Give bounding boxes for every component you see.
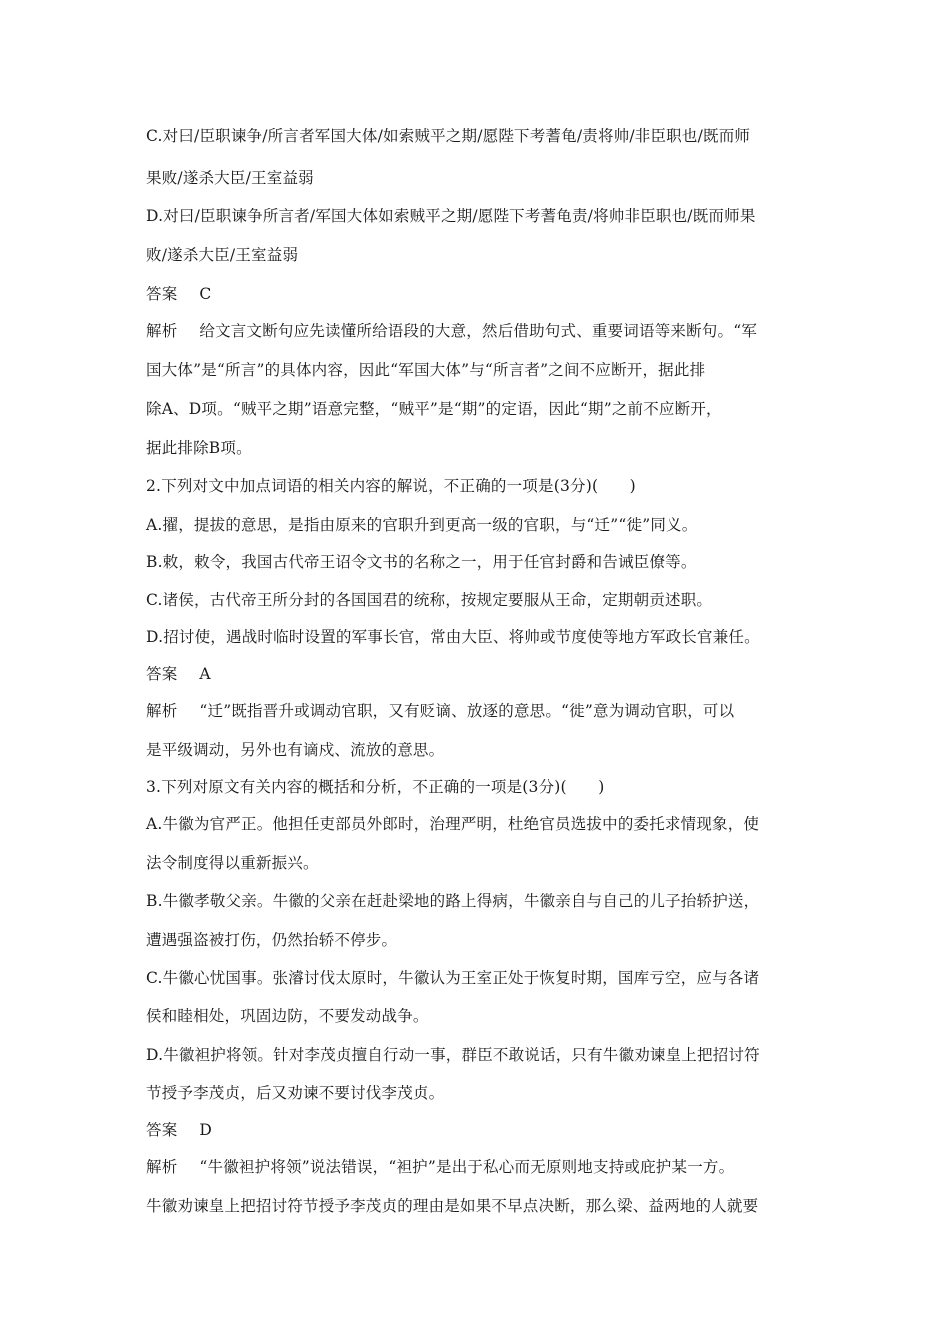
q2-option-b: B.敕，敕令，我国古代帝王诏令文书的名称之一，用于任官封爵和告诫臣僚等。 bbox=[146, 553, 697, 571]
analysis-text: “迁”既指晋升或调动官职，又有贬谪、放逐的意思。“徙”意为调动官职，可以 bbox=[199, 702, 735, 720]
answer-label: 答案 bbox=[146, 285, 178, 303]
q3-option-c-line-1: C.牛徽心忧国事。张濬讨伐太原时，牛徽认为王室正处于恢复时期，国库亏空，应与各诸 bbox=[146, 969, 760, 987]
question-2: 2.下列对文中加点词语的相关内容的解说，不正确的一项是(3分)( ) bbox=[146, 477, 636, 495]
analysis-2-line-1 bbox=[146, 701, 734, 721]
analysis-3-line-2: 牛徽劝谏皇上把招讨符节授予李茂贞的理由是如果不早点决断，那么梁、益两地的人就要 bbox=[146, 1197, 759, 1215]
answer-label: 答案 bbox=[146, 665, 178, 683]
option-c-line-2: 果败/遂杀大臣/王室益弱 bbox=[146, 169, 314, 187]
q3-option-a-line-2: 法令制度得以重新振兴。 bbox=[146, 854, 319, 872]
answer-label: 答案 bbox=[146, 1121, 178, 1139]
q3-option-a-line-1: A.牛徽为官严正。他担任吏部员外郎时，治理严明，杜绝官员选拔中的委托求情现象，使 bbox=[146, 815, 760, 833]
analysis-1-line-3: 除A、D项。“贼平之期”语意完整，“贼平”是“期”的定语，因此“期”之前不应断开， bbox=[146, 400, 722, 418]
q2-option-d: D.招讨使，遇战时临时设置的军事长官，常由大臣、将帅或节度使等地方军政长官兼任。 bbox=[146, 628, 760, 646]
answer-value: D bbox=[199, 1121, 213, 1139]
q3-option-d-line-1: D.牛徽袒护将领。针对李茂贞擅自行动一事，群臣不敢说话，只有牛徽劝谏皇上把招讨符 bbox=[146, 1046, 760, 1064]
answer-1 bbox=[146, 284, 211, 304]
analysis-3-line-1 bbox=[146, 1157, 734, 1177]
q3-option-c-line-2: 侯和睦相处，巩固边防，不要发动战争。 bbox=[146, 1007, 429, 1025]
question-3: 3.下列对原文有关内容的概括和分析，不正确的一项是(3分)( ) bbox=[146, 778, 605, 796]
analysis-1-line-2: 国大体”是“所言”的具体内容，因此“军国大体”与“所言者”之间不应断开，据此排 bbox=[146, 361, 706, 379]
q3-option-d-line-2: 节授予李茂贞，后又劝谏不要讨伐李茂贞。 bbox=[146, 1084, 445, 1102]
option-d-line-2: 败/遂杀大臣/王室益弱 bbox=[146, 246, 299, 264]
answer-value: A bbox=[199, 665, 211, 683]
answer-3 bbox=[146, 1120, 212, 1140]
option-c-line-1: C.对曰/臣职谏争/所言者军国大体/如索贼平之期/愿陛下考蓍龟/责将帅/非臣职也/既而师 bbox=[146, 127, 751, 145]
analysis-text: 给文言文断句应先读懂所给语段的大意，然后借助句式、重要词语等来断句。“军 bbox=[199, 322, 758, 340]
analysis-2-line-2: 是平级调动，另外也有谪戍、流放的意思。 bbox=[146, 741, 445, 759]
analysis-label: 解析 bbox=[146, 702, 178, 720]
answer-2 bbox=[146, 664, 211, 684]
q3-option-b-line-2: 遭遇强盗被打伤，仍然抬轿不停步。 bbox=[146, 931, 398, 949]
q2-option-c: C.诸侯，古代帝王所分封的各国国君的统称，按规定要服从王命，定期朝贡述职。 bbox=[146, 591, 713, 609]
analysis-1-line-1 bbox=[146, 321, 757, 341]
analysis-1-line-4: 据此排除B项。 bbox=[146, 439, 252, 457]
analysis-text: “牛徽袒护将领”说法错误，“袒护”是出于私心而无原则地支持或庇护某一方。 bbox=[199, 1158, 735, 1176]
q3-option-b-line-1: B.牛徽孝敬父亲。牛徽的父亲在赶赴梁地的路上得病，牛徽亲自与自己的儿子抬轿护送， bbox=[146, 892, 760, 910]
analysis-label: 解析 bbox=[146, 1158, 178, 1176]
answer-value: C bbox=[199, 285, 212, 303]
q2-option-a: A.擢，提拔的意思，是指由原来的官职升到更高一级的官职，与“迁”“徙”同义。 bbox=[146, 516, 698, 534]
option-d-line-1: D.对曰/臣职谏争所言者/军国大体如索贼平之期/愿陛下考蓍龟责/将帅非臣职也/既而师果 bbox=[146, 207, 756, 225]
analysis-label: 解析 bbox=[146, 322, 178, 340]
